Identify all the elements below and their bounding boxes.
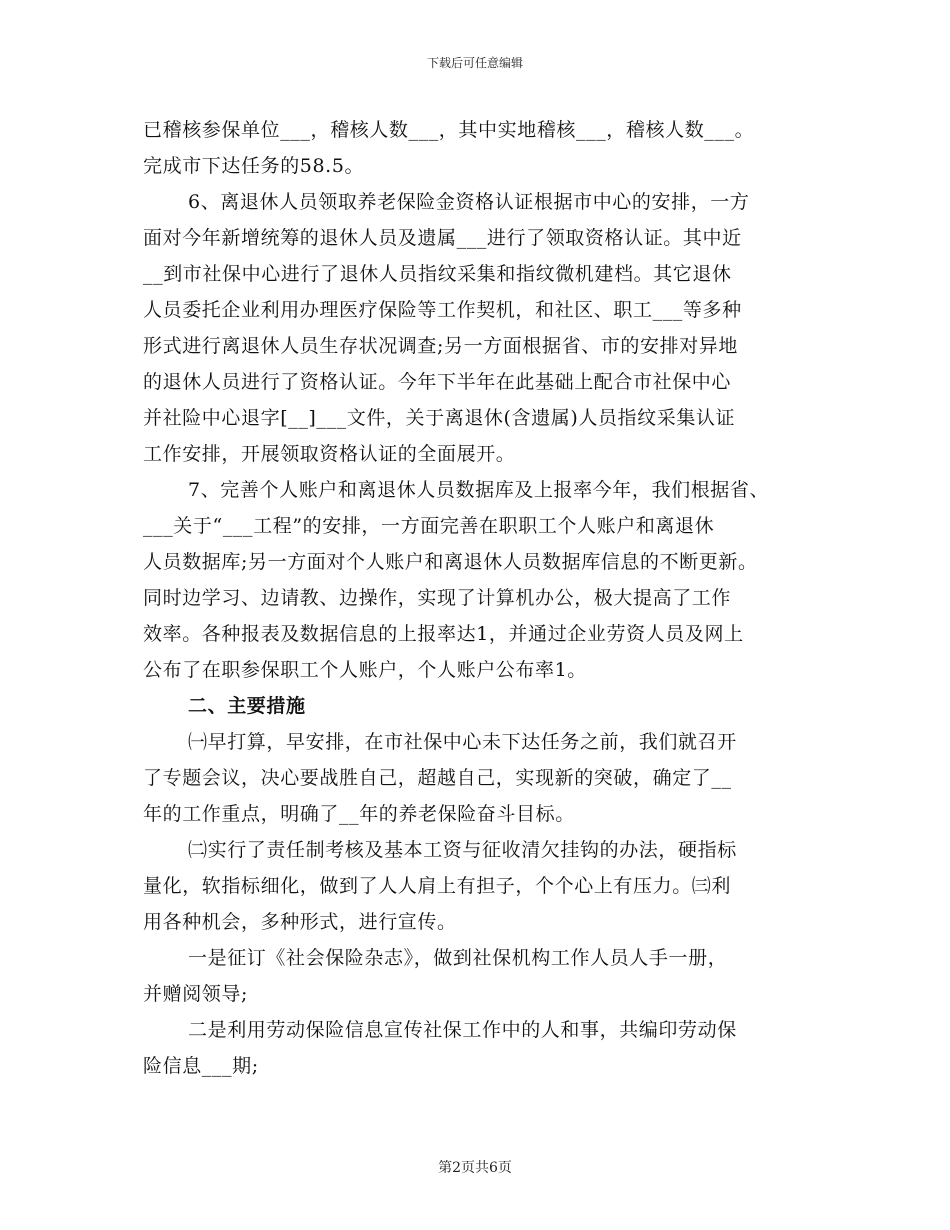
text-line: 并社险中心退字[__]___文件，关于离退休(含遗属)人员指纹采集认证	[143, 407, 736, 429]
text-line: 已稽核参保单位___，稽核人数___，其中实地稽核___，稽核人数___。	[143, 119, 755, 141]
text-line: ___关于“___工程”的安排，一方面完善在职职工个人账户和离退休	[143, 515, 715, 537]
text-line: 面对今年新增统筹的退休人员及遗属___进行了领取资格认证。其中近	[143, 227, 742, 249]
page-footer: 第2页共6页	[438, 1160, 512, 1176]
text-line: 人员委托企业利用办理医疗保险等工作契机，和社区、职工___等多种	[143, 299, 742, 321]
text-line: 年的工作重点，明确了__年的养老保险奋斗目标。	[143, 803, 575, 825]
page-header: 下载后可任意编辑	[426, 56, 523, 70]
text-line: 公布了在职参保职工个人账户，个人账户公布率1。	[143, 659, 587, 681]
text-line: 形式进行离退休人员生存状况调查;另一方面根据省、市的安排对异地	[143, 335, 739, 357]
text-line: 6、离退休人员领取养老保险金资格认证根据市中心的安排，一方	[188, 191, 750, 213]
text-line: 效率。各种报表及数据信息的上报率达1，并通过企业劳资人员及网上	[143, 623, 744, 645]
text-line: 7、完善个人账户和离退休人员数据库及上报率今年，我们根据省、	[188, 479, 770, 501]
text-line: ㈠早打算，早安排，在市社保中心未下达任务之前，我们就召开	[188, 731, 737, 753]
text-line: 用各种机会，多种形式，进行宣传。	[143, 911, 457, 933]
text-line: 了专题会议，决心要战胜自己，超越自己，实现新的突破，确定了__	[143, 767, 732, 789]
text-line: ㈡实行了责任制考核及基本工资与征收清欠挂钩的办法，硬指标	[188, 839, 737, 861]
text-line: 人员数据库;另一方面对个人账户和离退休人员数据库信息的不断更新。	[143, 551, 758, 573]
text-line: 并赠阅领导;	[143, 983, 249, 1005]
text-line: 同时边学习、边请教、边操作，实现了计算机办公，极大提高了工作	[143, 587, 732, 609]
text-line: 一是征订《社会保险杂志》，做到社保机构工作人员人手一册，	[188, 947, 728, 969]
text-line: 工作安排，开展领取资格认证的全面展开。	[143, 443, 516, 465]
text-line: 完成市下达任务的58.5。	[143, 155, 365, 177]
text-line: 量化，软指标细化，做到了人人肩上有担子，个个心上有压力。㈢利	[143, 875, 732, 897]
text-line: __到市社保中心进行了退休人员指纹采集和指纹微机建档。其它退休	[143, 263, 732, 285]
text-line: 险信息___期;	[143, 1055, 259, 1077]
section-heading: 二、主要措施	[188, 695, 306, 717]
text-line: 二是利用劳动保险信息宣传社保工作中的人和事，共编印劳动保	[188, 1019, 737, 1041]
text-line: 的退休人员进行了资格认证。今年下半年在此基础上配合市社保中心	[143, 371, 732, 393]
